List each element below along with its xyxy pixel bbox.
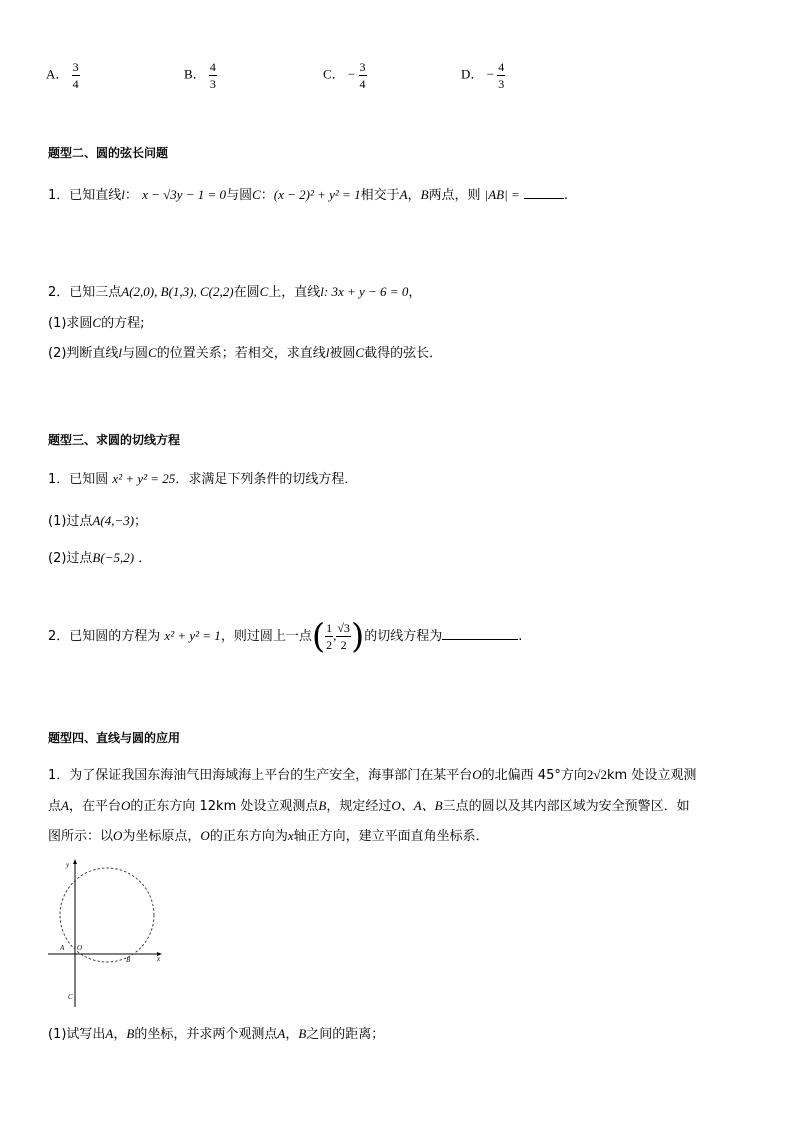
part-1-text: 之间的距离； xyxy=(306,1027,385,1042)
point-a: A(4,−3) xyxy=(92,513,135,528)
part-1-text: (1)求圆 xyxy=(48,316,93,331)
period: . xyxy=(518,629,523,644)
choice-b-fraction xyxy=(209,61,217,90)
point-b: B xyxy=(126,1026,135,1041)
part-2-text: (2)判断直线 xyxy=(48,346,119,361)
paragraph-text: 点 xyxy=(48,799,62,814)
choice-d[interactable] xyxy=(461,61,505,90)
q2-prefix: 2．已知圆的方程为 xyxy=(48,629,161,644)
circle-c: C xyxy=(355,345,365,360)
fraction-denominator: 2 xyxy=(326,638,333,652)
part-1-text: ， xyxy=(113,1027,127,1042)
choice-b-numerator: 4 xyxy=(209,60,216,74)
section-4-line-1 xyxy=(48,768,696,782)
line-l: l xyxy=(121,187,125,202)
circle-equation: x² + y² = 25 xyxy=(112,471,176,486)
point-b: B xyxy=(318,798,327,813)
x-axis-label: x xyxy=(157,955,161,963)
paragraph-text: 三点的圆以及其内部区域为安全预警区．如 xyxy=(442,799,690,814)
point-a-label: A xyxy=(60,944,65,952)
circle-c: C xyxy=(252,187,261,202)
period: . xyxy=(563,188,569,203)
point-a: A xyxy=(61,798,69,813)
point-o: O xyxy=(120,798,131,813)
answer-blank[interactable] xyxy=(442,627,518,640)
q1-prefix: 1．已知直线 xyxy=(48,188,122,203)
fraction-denominator: 2 xyxy=(340,638,347,652)
line-l: l xyxy=(325,345,330,360)
paragraph-text: 的正东方向为 xyxy=(209,829,288,844)
choice-c-fraction xyxy=(359,61,367,90)
q2-text: 的切线方程为 xyxy=(364,629,443,644)
choice-c-numerator: 3 xyxy=(359,60,366,74)
comma: ， xyxy=(407,188,421,203)
three-points: A(2,0), B(1,3), C(2,2) xyxy=(121,284,234,299)
point-x-fraction xyxy=(325,622,333,651)
q2-text: 上，直线 xyxy=(268,285,321,300)
section-4-line-3 xyxy=(48,829,489,843)
circle-c: C xyxy=(259,284,269,299)
answer-blank[interactable] xyxy=(524,186,564,199)
line-equation: x − √3y − 1 = 0 xyxy=(142,187,227,202)
coordinate-figure xyxy=(44,855,168,1010)
choice-c-denominator: 4 xyxy=(359,77,366,91)
q1-tail2-text: 两点，则 xyxy=(428,188,481,203)
choice-c-label: C． xyxy=(323,66,345,82)
choice-d-sign: − xyxy=(486,66,494,82)
q1-prefix: 1．已知圆 xyxy=(48,472,109,487)
section-2-question-2 xyxy=(48,285,421,299)
q1-tail-text: 相交于 xyxy=(360,188,400,203)
choice-a-fraction xyxy=(72,61,80,90)
circle-equation: x² + y² = 1 xyxy=(164,628,221,643)
x-axis-name: x xyxy=(287,828,294,843)
section-4-part-1 xyxy=(48,1027,384,1041)
section-2-title: 题型二、圆的弦长问题 xyxy=(48,146,169,160)
left-paren: ( xyxy=(311,616,326,657)
q2-text: ，则过圆上一点 xyxy=(220,629,312,644)
part-2-text: 与圆 xyxy=(122,346,149,361)
point-b: B(−5,2) xyxy=(92,550,135,565)
section-2-question-1 xyxy=(48,186,568,202)
choice-b-label: B． xyxy=(184,66,206,82)
section-3-question-2 xyxy=(48,617,522,656)
section-3-title: 题型三、求圆的切线方程 xyxy=(48,433,181,447)
point-b-label: B xyxy=(126,956,131,964)
paragraph-text: 1．为了保证我国东海油气田海域海上平台的生产安全，海事部门在某平台 xyxy=(48,768,473,783)
colon: ： xyxy=(124,188,138,203)
part-2-text: 截得的弦长． xyxy=(364,346,443,361)
paragraph-text: 图所示：以 xyxy=(48,829,114,844)
choice-d-label: D． xyxy=(461,66,484,82)
circle-c: C xyxy=(148,345,157,360)
part-1-text: 的方程; xyxy=(101,316,145,331)
choice-d-fraction xyxy=(497,61,505,90)
part-1-text: ； xyxy=(134,514,148,529)
section-2-question-2-part-1 xyxy=(48,316,144,330)
distance-value: 2√2 xyxy=(586,767,607,782)
part-2-text: 被圆 xyxy=(329,346,356,361)
section-2-question-2-part-2 xyxy=(48,346,442,360)
part-2-text: ． xyxy=(138,551,152,566)
choice-a-numerator: 3 xyxy=(72,60,79,74)
ab-length-expr: |AB| = xyxy=(484,187,520,202)
circle-equation: (x − 2)² + y² = 1 xyxy=(273,187,361,202)
line-equation: l: 3x + y − 6 = 0 xyxy=(320,284,409,299)
section-4-line-2 xyxy=(48,799,690,813)
choice-a[interactable] xyxy=(46,61,80,90)
section-3-question-1-part-1 xyxy=(48,514,147,528)
q2-text: 在圆 xyxy=(233,285,260,300)
part-2-text: (2)过点 xyxy=(48,551,93,566)
choice-a-denominator: 4 xyxy=(72,77,79,91)
warning-circle xyxy=(60,868,154,962)
q2-text: ， xyxy=(408,285,422,300)
choice-b[interactable] xyxy=(184,61,217,90)
fraction-numerator: √3 xyxy=(337,621,350,635)
point-o: O xyxy=(113,828,123,843)
point-c-label: C xyxy=(68,993,73,1001)
circle-c: C xyxy=(92,315,102,330)
point-b: B xyxy=(298,1026,307,1041)
paragraph-text: 轴正方向，建立平面直角坐标系． xyxy=(293,829,489,844)
part-1-text: (1)试写出 xyxy=(48,1027,106,1042)
point-y-fraction xyxy=(336,622,351,651)
paragraph-text: ，在平台 xyxy=(68,799,121,814)
paragraph-text: 的北偏西 45°方向 xyxy=(481,768,587,783)
right-paren: ) xyxy=(350,616,365,657)
point-o: O xyxy=(472,767,482,782)
fraction-numerator: 1 xyxy=(326,621,333,635)
choice-d-denominator: 3 xyxy=(498,77,505,91)
choice-d-numerator: 4 xyxy=(498,60,505,74)
point-o-label: O xyxy=(77,944,83,952)
part-1-text: ， xyxy=(285,1027,299,1042)
part-1-text: (1)过点 xyxy=(48,514,93,529)
colon: ： xyxy=(260,188,274,203)
choice-a-label: A． xyxy=(46,66,69,82)
paragraph-text: 为坐标原点， xyxy=(122,829,201,844)
paragraph-text: km 处设立观测 xyxy=(607,768,697,783)
point-a: A xyxy=(105,1026,114,1041)
section-4-title: 题型四、直线与圆的应用 xyxy=(48,731,181,745)
y-axis-label: y xyxy=(66,861,70,869)
point-b: B xyxy=(420,187,429,202)
q2-prefix: 2．已知三点 xyxy=(48,285,122,300)
q1-text: ．求满足下列条件的切线方程． xyxy=(175,472,358,487)
point-a: A xyxy=(277,1026,286,1041)
paragraph-text: 的正东方向 12km 处设立观测点 xyxy=(130,799,319,814)
point-o: O xyxy=(200,828,210,843)
choice-b-denominator: 3 xyxy=(209,77,216,91)
comma: , xyxy=(333,628,337,643)
section-3-question-1-part-2 xyxy=(48,551,151,565)
q1-mid-text: 与圆 xyxy=(226,188,253,203)
choice-c[interactable] xyxy=(323,61,367,90)
point-a: A xyxy=(399,187,408,202)
paragraph-text: ，规定经过 xyxy=(326,799,392,814)
line-l: l xyxy=(118,345,123,360)
part-2-text: 的位置关系；若相交，求直线 xyxy=(156,346,326,361)
y-axis-arrow xyxy=(73,859,77,864)
choice-c-sign: − xyxy=(347,66,356,82)
points-oab: O、A、B xyxy=(391,798,443,813)
section-3-question-1 xyxy=(48,472,357,486)
part-1-text: 的坐标，并求两个观测点 xyxy=(134,1027,278,1042)
